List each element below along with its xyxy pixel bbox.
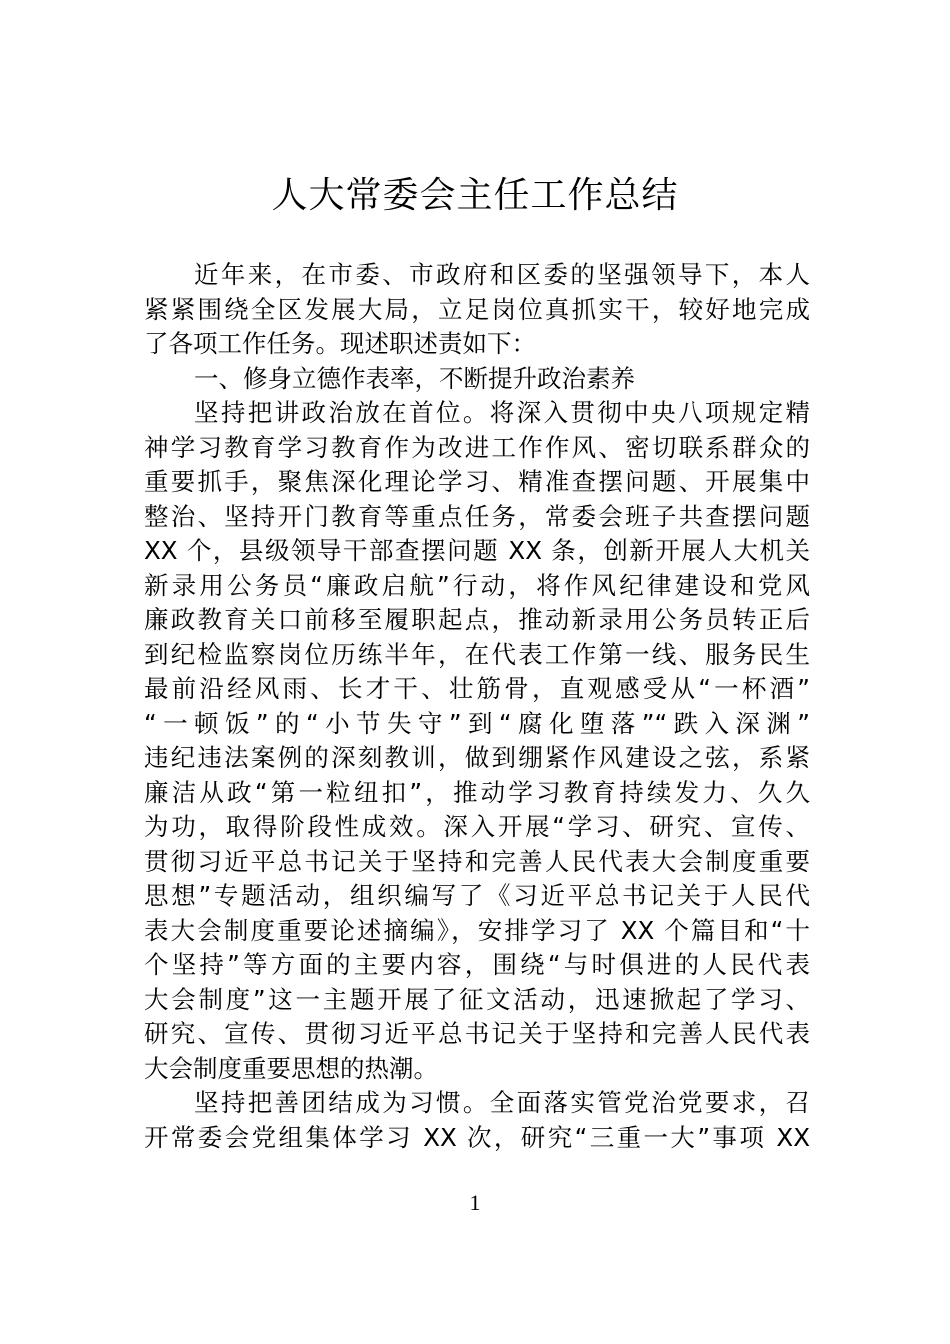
document-body	[144, 258, 810, 1155]
paragraph-line: 开常委会党组集体学习 XX 次，研究“三重一大”事项 XX	[144, 1122, 810, 1152]
paragraph-line: 研究、宣传、贯彻习近平总书记关于坚持和完善人民代表	[144, 1019, 810, 1048]
paragraph-line: 个坚持”等方面的主要内容，围绕“与时俱进的人民代表	[144, 950, 810, 979]
paragraph-line: 到纪检监察岗位历练半年，在代表工作第一线、服务民生	[144, 639, 810, 669]
paragraph-line: 近年来，在市委、市政府和区委的坚强领导下，本人	[194, 260, 810, 289]
paragraph-line: 新录用公务员“廉政启航”行动，将作风纪律建设和党风	[144, 570, 810, 600]
paragraph-line: 神学习教育学习教育作为改进工作作风、密切联系群众的	[144, 432, 810, 462]
paragraph-line: XX 个，县级领导干部查摆问题 XX 条，创新开展人大机关	[144, 536, 810, 565]
paragraph-line: 廉洁从政“第一粒纽扣”，推动学习教育持续发力、久久	[144, 777, 810, 807]
paragraph-line: 重要抓手，聚焦深化理论学习、精准查摆问题、开展集中	[144, 467, 810, 496]
paragraph-line: 大会制度重要思想的热潮。	[144, 1053, 438, 1083]
paragraph-line: 了各项工作任务。现述职述责如下：	[144, 329, 536, 358]
paragraph-line: 廉政教育关口前移至履职起点，推动新录用公务员转正后	[144, 605, 810, 634]
paragraph-line: 思想”专题活动，组织编写了《习近平总书记关于人民代	[144, 881, 810, 910]
page-number: 1	[469, 1190, 481, 1215]
paragraph-line: 坚持把善团结成为习惯。全面落实管党治党要求，召	[194, 1088, 810, 1117]
paragraph-line: 为功，取得阶段性成效。深入开展“学习、研究、宣传、	[144, 812, 810, 841]
paragraph-line: 坚持把讲政治放在首位。将深入贯彻中央八项规定精	[194, 398, 810, 427]
paragraph-line: 紧紧围绕全区发展大局，立足岗位真抓实干，较好地完成	[144, 294, 810, 324]
paragraph-line: 违纪违法案例的深刻教训，做到绷紧作风建设之弦，系紧	[144, 743, 810, 772]
paragraph-line: 最前沿经风雨、长才干、壮筋骨，直观感受从“一杯酒”	[144, 674, 810, 703]
document-title: 人大常委会主任工作总结	[271, 175, 679, 216]
paragraph-line: 表大会制度重要论述摘编》，安排学习了 XX 个篇目和“十	[144, 915, 810, 945]
paragraph-line: 整治、坚持开门教育等重点任务，常委会班子共查摆问题	[144, 501, 810, 531]
paragraph-line: 大会制度”这一主题开展了征文活动，迅速掀起了学习、	[144, 984, 810, 1014]
section-heading: 一、修身立德作表率，不断提升政治素养	[194, 363, 635, 393]
paragraph-line: 贯彻习近平总书记关于坚持和完善人民代表大会制度重要	[144, 846, 810, 876]
paragraph-line: “一顿饭”的“小节失守”到“腐化堕落”“跌入深渊”	[144, 708, 810, 738]
